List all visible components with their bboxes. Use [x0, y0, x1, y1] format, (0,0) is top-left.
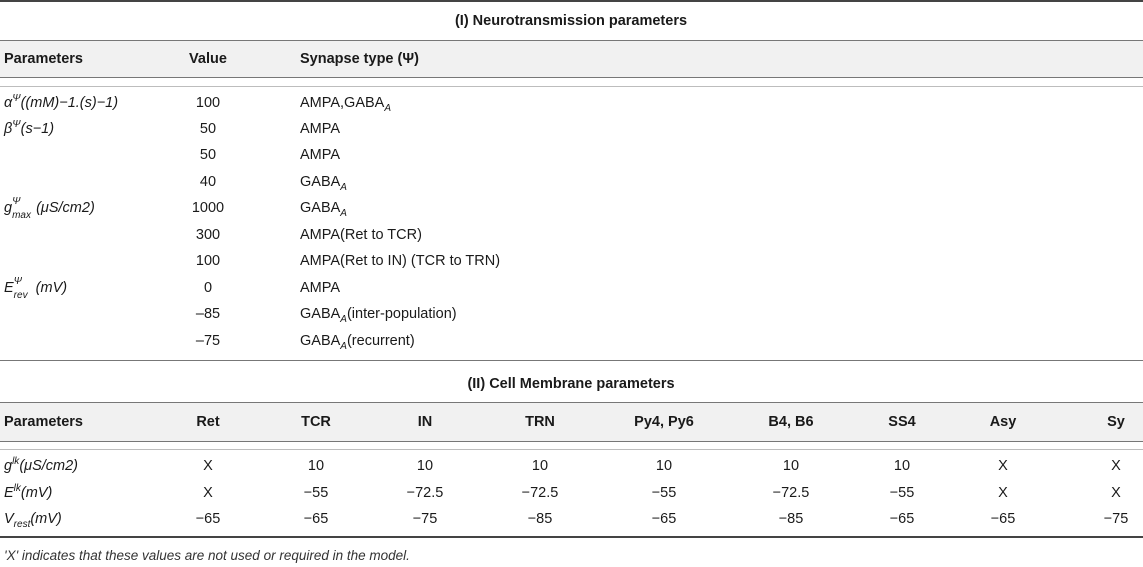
table-row-param-beta — [4, 120, 54, 138]
section2-header-asy: Asy — [989, 414, 1017, 430]
divider — [0, 449, 1143, 450]
table-row-synapse-type — [300, 332, 415, 350]
table-row-synapse-type: AMPA — [300, 280, 341, 296]
synapse-subscript: A — [384, 102, 392, 114]
table-row-value: –85 — [195, 306, 221, 322]
table-row-param-elk — [4, 484, 52, 502]
param-superscript: Ψ — [12, 119, 21, 131]
table-cell: −72.5 — [772, 485, 810, 501]
table-cell: −55 — [651, 485, 677, 501]
synapse-subscript: A — [340, 340, 347, 352]
table-row-synapse-type — [300, 94, 391, 112]
section2-header-ss4: SS4 — [888, 414, 916, 430]
synapse-subscript: A — [340, 313, 347, 325]
table-cell: −55 — [889, 485, 915, 501]
table-cell: 10 — [782, 458, 800, 474]
table-row-synapse-type: AMPA(Ret to TCR) — [300, 227, 422, 243]
table-row-synapse-type: AMPA — [300, 147, 341, 163]
table-row-param-glk — [4, 457, 78, 475]
param-superscript: lk — [12, 456, 20, 468]
section1-header-parameters: Parameters — [4, 51, 83, 67]
param-subscript: rest — [13, 518, 31, 530]
table-row-value: –75 — [195, 333, 221, 349]
table-row-synapse-type: AMPA — [300, 121, 341, 137]
param-units: (μS/cm2) — [36, 200, 95, 216]
section2-title: (II) Cell Membrane parameters — [467, 376, 675, 392]
table-cell: X — [1111, 485, 1121, 501]
table-row-value: 0 — [203, 280, 213, 296]
param-superscript: Ψ — [13, 276, 22, 287]
table-row-param-gmax — [4, 196, 95, 221]
synapse-main: GABA — [300, 333, 341, 349]
param-units: (mV) — [35, 280, 68, 296]
table-cell: X — [998, 485, 1008, 501]
table-cell: X — [1111, 458, 1121, 474]
divider — [0, 77, 1143, 78]
param-symbol: g — [4, 200, 13, 216]
synapse-main: GABA — [300, 200, 341, 216]
table-row-param-alpha — [4, 94, 118, 112]
section2-header-parameters: Parameters — [4, 414, 83, 430]
param-units: ((mM)−1.(s)−1) — [20, 95, 119, 111]
divider — [0, 441, 1143, 442]
synapse-subscript: A — [340, 181, 347, 193]
table-cell: −65 — [303, 511, 329, 527]
param-symbol: β — [4, 121, 13, 137]
table-cell: −65 — [651, 511, 677, 527]
table-row-value: 50 — [199, 121, 217, 137]
table-cell: X — [203, 485, 213, 501]
table-cell: X — [203, 458, 213, 474]
section2-header-b4-b6: B4, B6 — [768, 414, 814, 430]
table-cell: −72.5 — [521, 485, 559, 501]
table-cell: −65 — [195, 511, 221, 527]
param-scripts — [13, 276, 36, 301]
section1-header-band — [0, 41, 1143, 77]
table-cell: −65 — [889, 511, 915, 527]
param-units: (mV) — [30, 511, 62, 527]
synapse-main: GABA — [300, 174, 341, 190]
table-cell: −55 — [303, 485, 329, 501]
table-row-value: 1000 — [191, 200, 225, 216]
table-cell: 10 — [655, 458, 673, 474]
table-row-synapse-type — [300, 305, 457, 323]
param-subscript: max — [12, 210, 31, 221]
table-cell: 10 — [893, 458, 911, 474]
table-row-value: 300 — [195, 227, 221, 243]
table-bottom-rule — [0, 536, 1143, 538]
param-symbol: E — [4, 280, 14, 296]
table-cell: 10 — [416, 458, 434, 474]
param-units: (mV) — [20, 485, 53, 501]
table-row-param-erev — [4, 276, 68, 301]
synapse-main: AMPA,GABA — [300, 95, 385, 111]
table-cell: 10 — [531, 458, 549, 474]
param-scripts — [12, 196, 36, 221]
table-cell: −75 — [412, 511, 438, 527]
section1-header-value: Value — [189, 51, 227, 67]
param-symbol: α — [4, 95, 13, 111]
table-row-value: 40 — [199, 174, 217, 190]
table-top-rule — [0, 0, 1143, 2]
table-cell: 10 — [307, 458, 325, 474]
table-row-value: 50 — [199, 147, 217, 163]
section2-header-ret: Ret — [196, 414, 220, 430]
table-cell: −65 — [990, 511, 1016, 527]
table-cell: X — [998, 458, 1008, 474]
section2-header-band — [0, 403, 1143, 441]
table-row-value: 100 — [195, 253, 221, 269]
param-units: (s−1) — [20, 121, 55, 137]
table-footnote: 'X' indicates that these values are not used or required in the model. — [4, 548, 410, 563]
table-row-param-vrest — [4, 510, 62, 528]
table-cell: −85 — [527, 511, 553, 527]
divider — [0, 86, 1143, 87]
param-superscript: lk — [13, 483, 21, 495]
section1-title: (I) Neurotransmission parameters — [454, 13, 688, 29]
section2-header-in: IN — [417, 414, 433, 430]
param-symbol: E — [4, 485, 14, 501]
divider — [0, 360, 1143, 361]
param-symbol: g — [4, 458, 13, 474]
table-row-synapse-type — [300, 173, 347, 191]
table-cell: −75 — [1103, 511, 1129, 527]
param-units: (μS/cm2) — [19, 458, 79, 474]
section2-header-py4-py6: Py4, Py6 — [634, 414, 694, 430]
param-superscript: Ψ — [12, 196, 21, 207]
table-row-value: 100 — [195, 95, 221, 111]
section2-header-tcr: TCR — [301, 414, 331, 430]
param-symbol: V — [4, 511, 14, 527]
table-row-synapse-type — [300, 199, 347, 217]
section2-header-trn: TRN — [525, 414, 555, 430]
param-superscript: Ψ — [12, 93, 21, 105]
synapse-suffix: (inter-population) — [346, 306, 457, 322]
section2-header-sy: Sy — [1107, 414, 1125, 430]
param-subscript: rev — [13, 290, 28, 301]
table-row-synapse-type: AMPA(Ret to IN) (TCR to TRN) — [300, 253, 501, 269]
table-cell: −72.5 — [406, 485, 444, 501]
table-cell: −85 — [778, 511, 804, 527]
synapse-suffix: (recurrent) — [346, 333, 415, 349]
synapse-subscript: A — [340, 207, 347, 219]
section1-header-synapse-type: Synapse type (Ψ) — [300, 51, 419, 67]
synapse-main: GABA — [300, 306, 341, 322]
